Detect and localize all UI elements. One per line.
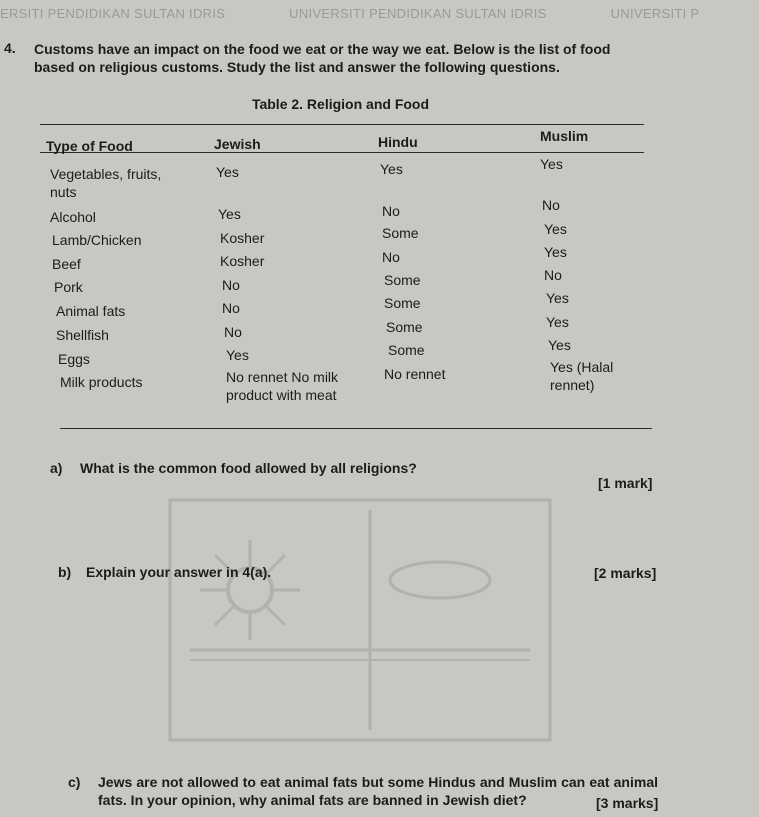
question-number: 4.	[4, 40, 16, 56]
cell-muslim: Yes	[544, 244, 567, 260]
question-a-marks: [1 mark]	[598, 475, 653, 491]
table-title: Table 2. Religion and Food	[251, 96, 430, 112]
question-b-text: Explain your answer in 4(a).	[86, 564, 272, 580]
cell-hindu: No	[382, 203, 400, 219]
question-b-label: b)	[58, 564, 72, 580]
cell-hindu: Some	[388, 342, 425, 358]
question-c-marks: [3 marks]	[596, 795, 659, 811]
cell-hindu: Some	[384, 272, 421, 288]
cell-jewish: Yes	[216, 164, 239, 180]
cell-jewish: No	[222, 300, 240, 316]
cell-jewish: No	[224, 324, 242, 340]
cell-muslim: Yes	[546, 290, 569, 306]
cell-food: Beef	[52, 256, 81, 272]
cell-jewish: Yes	[218, 206, 241, 222]
question-b-marks: [2 marks]	[594, 565, 657, 581]
table-top-rule	[40, 124, 644, 125]
cell-food: Shellfish	[56, 327, 109, 343]
cell-muslim: Yes	[544, 221, 567, 237]
cell-food: Eggs	[58, 351, 90, 367]
cell-hindu: No rennet	[384, 366, 446, 382]
col-header-hindu: Hindu	[378, 134, 418, 150]
seal-watermark-icon	[170, 500, 550, 740]
question-intro: Customs have an impact on the food we eat or the way we eat. Below is the list of food based on religious customs. Study the list and answer the following questions.	[34, 41, 611, 75]
cell-food: Animal fats	[56, 303, 126, 319]
cell-jewish: Kosher	[220, 230, 265, 246]
watermark-text: ERSITI PENDIDIKAN SULTAN IDRIS	[0, 6, 226, 21]
cell-food: Pork	[54, 279, 83, 295]
cell-hindu: Some	[382, 225, 419, 241]
watermark	[0, 6, 700, 21]
cell-hindu: Some	[386, 319, 423, 335]
cell-food: Alcohol	[50, 209, 96, 225]
cell-jewish: No rennet No milk product with meat	[226, 369, 339, 403]
cell-muslim: Yes	[546, 314, 569, 330]
cell-jewish: Kosher	[220, 253, 265, 269]
cell-hindu: Yes	[380, 161, 403, 177]
cell-muslim: Yes	[548, 337, 571, 353]
question-a-text: What is the common food allowed by all religions?	[80, 460, 417, 476]
question-a-label: a)	[50, 460, 63, 476]
col-header-type: Type of Food	[46, 138, 133, 154]
watermark-text: UNIVERSITI P	[610, 6, 700, 21]
cell-food: Vegetables, fruits, nuts	[50, 166, 162, 200]
question-c-text: Jews are not allowed to eat animal fats but some Hindus and Muslim can eat animal fats. In your opinion, why animal fats are banned in Jewish diet?	[98, 774, 658, 808]
cell-hindu: Some	[384, 295, 421, 311]
table-bottom-rule	[60, 428, 652, 429]
watermark-text: UNIVERSITI PENDIDIKAN SULTAN IDRIS	[289, 6, 547, 21]
cell-muslim: No	[544, 267, 562, 283]
question-c-label: c)	[68, 774, 81, 790]
cell-food: Lamb/Chicken	[52, 232, 142, 248]
cell-jewish: Yes	[226, 347, 249, 363]
col-header-jewish: Jewish	[214, 136, 261, 152]
cell-jewish: No	[222, 277, 240, 293]
cell-muslim: Yes (Halal rennet)	[550, 359, 614, 393]
cell-food: Milk products	[60, 374, 143, 390]
cell-muslim: Yes	[540, 156, 563, 172]
cell-hindu: No	[382, 249, 400, 265]
col-header-muslim: Muslim	[540, 128, 589, 144]
cell-muslim: No	[542, 197, 560, 213]
